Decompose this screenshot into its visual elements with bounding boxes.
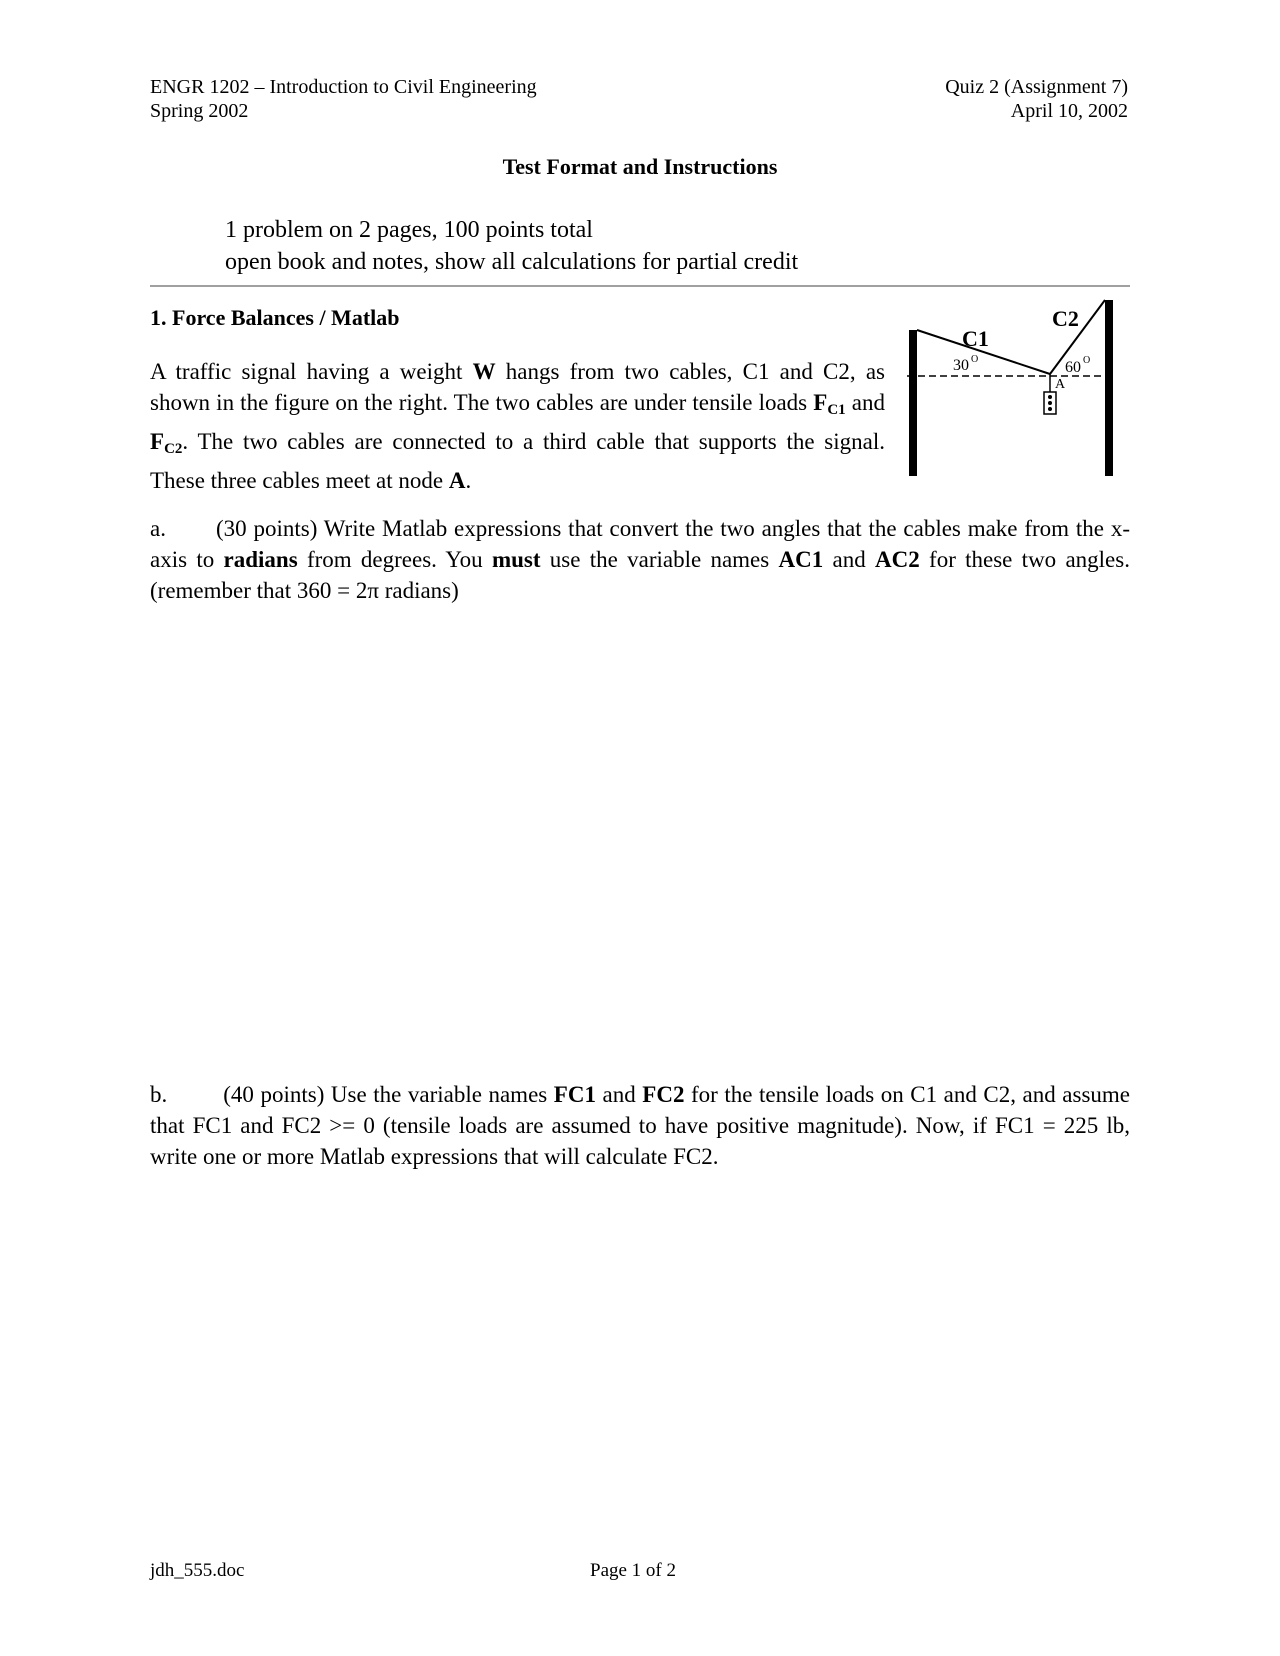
page-title: Test Format and Instructions: [502, 154, 778, 179]
part-a-text-5: for these two angles. (remember that 360 = 2π radians): [150, 547, 1130, 603]
c2-label: C2: [1052, 306, 1079, 331]
force-c1-subscript: C1: [827, 402, 846, 418]
instructions-line-1: 1 problem on 2 pages, 100 points total: [225, 217, 593, 243]
part-a: [150, 513, 1130, 606]
intro-text-2: hangs from two cables, C1 and C2, as shown in the figure on the right. The two cables are under tensile loads: [150, 359, 885, 415]
part-a-ac2: AC2: [875, 547, 920, 572]
problem-heading: 1. Force Balances / Matlab: [150, 305, 400, 330]
part-a-text-2: from degrees. You: [297, 547, 492, 572]
quiz-date: April 10, 2002: [1010, 100, 1128, 122]
right-pole: [1105, 300, 1113, 476]
quiz-header: [945, 75, 1128, 123]
angle-60-degree-mark: O: [1083, 355, 1091, 366]
quiz-name: Quiz 2 (Assignment 7): [945, 76, 1128, 98]
horizontal-divider: [150, 285, 1130, 287]
left-pole: [909, 330, 917, 476]
weight-symbol: W: [472, 359, 496, 384]
part-a-text-4: and: [823, 547, 876, 572]
node-symbol: A: [448, 468, 466, 493]
course-name: ENGR 1202 – Introduction to Civil Engineering: [150, 76, 537, 98]
angle-30-label: 30: [953, 357, 969, 374]
footer-filename: jdh_555.doc: [150, 1560, 245, 1581]
course-header: [150, 75, 537, 123]
part-a-radians: radians: [223, 547, 298, 572]
angle-30-degree-mark: O: [971, 354, 979, 365]
force-c2-subscript: C2: [164, 441, 183, 457]
intro-text-5: .: [465, 468, 472, 493]
instructions: [225, 214, 798, 278]
part-b: [150, 1079, 1130, 1172]
part-b-text-1: (40 points) Use the variable names: [223, 1082, 554, 1107]
part-a-text-1: (30 points) Write Matlab expressions that convert the two angles that the cables make from the x-axis to: [150, 516, 1130, 572]
part-a-ac1: AC1: [778, 547, 824, 572]
footer-page-number: Page 1 of 2: [590, 1560, 677, 1581]
part-a-must: must: [491, 547, 541, 572]
angle-60-label: 60: [1065, 359, 1081, 376]
force-c1-symbol: F: [813, 390, 828, 415]
part-b-fc1: FC1: [553, 1082, 596, 1107]
part-a-text-3: use the variable names: [540, 547, 779, 572]
part-b-text-2: and: [595, 1082, 643, 1107]
intro-text-3: and: [845, 390, 885, 415]
c1-label: C1: [962, 326, 989, 351]
instructions-line-2: open book and notes, show all calculations for partial credit: [225, 249, 799, 275]
node-a-label: A: [1055, 377, 1066, 392]
problem-intro: [150, 356, 885, 496]
part-b-letter: b.: [150, 1082, 168, 1107]
intro-text-1: A traffic signal having a weight: [150, 359, 473, 384]
part-b-text-3: for the tensile loads on C1 and C2, and assume that FC1 and FC2 >= 0 (tensile loads are assumed to have positive magnitude). Now, if FC1 = 225 lb, write one or more Matlab expressions that will calculate FC2.: [150, 1082, 1131, 1169]
part-a-letter: a.: [150, 516, 166, 541]
course-term: Spring 2002: [150, 100, 249, 122]
traffic-signal-figure: [905, 296, 1125, 481]
intro-text-4: . The two cables are connected to a third cable that supports the signal. These three cables meet at node: [150, 429, 885, 493]
part-b-fc2: FC2: [642, 1082, 685, 1107]
force-c2-symbol: F: [150, 429, 165, 454]
